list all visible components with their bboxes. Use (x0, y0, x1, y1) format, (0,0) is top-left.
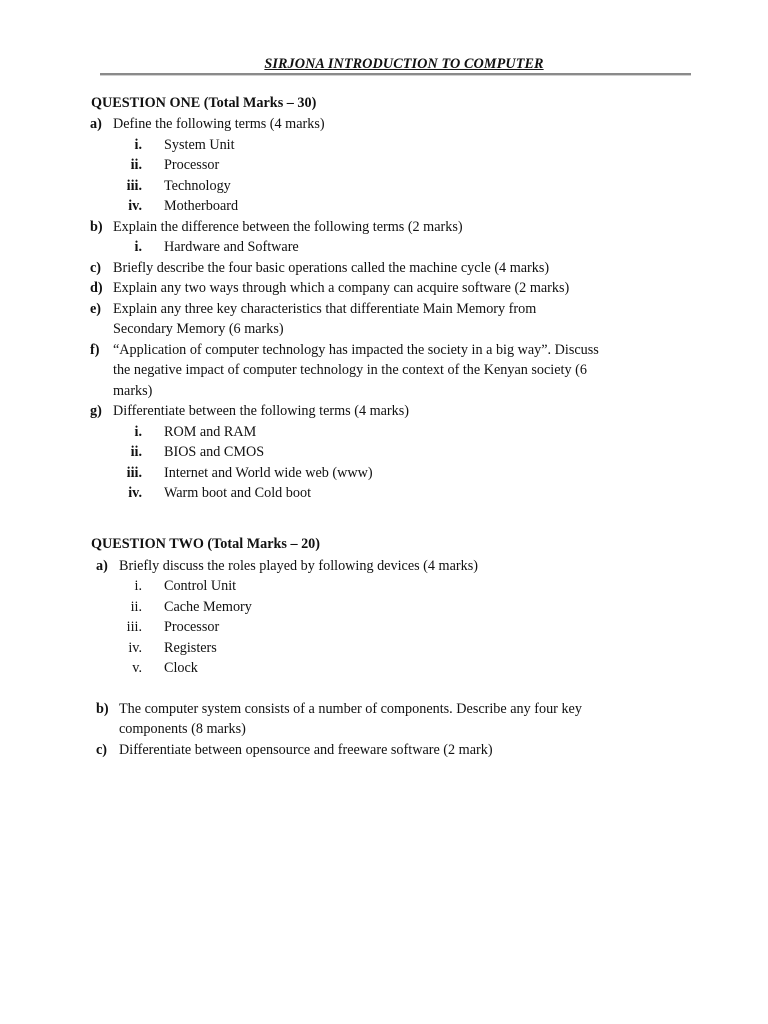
item-letter: c) (96, 741, 108, 758)
sub-number: v. (132, 660, 142, 676)
sub-number: ii. (130, 444, 142, 460)
sub-text: Processor (164, 157, 220, 173)
item-letter: b) (96, 700, 109, 717)
sub-number: i. (134, 423, 142, 440)
sub-number: i. (134, 136, 142, 153)
item-text: Differentiate between the following terms (4 marks) (113, 403, 409, 419)
sub-number: iii. (126, 177, 142, 194)
item-text: Explain any three key characteristics that differentiate Main Memory from (113, 300, 537, 317)
item-text-continued: marks) (113, 382, 153, 399)
item-text: Explain the difference between the following terms (2 marks) (113, 218, 463, 235)
sub-text: Cache Memory (164, 598, 252, 615)
item-text-continued: the negative impact of computer technology in the context of the Kenyan society (6 (113, 362, 587, 378)
item-letter: d) (90, 280, 103, 296)
item-text: Define the following terms (4 marks) (113, 116, 325, 132)
sub-number: iv. (128, 485, 142, 501)
sub-text: Motherboard (164, 198, 239, 214)
item-text-continued: Secondary Memory (6 marks) (113, 321, 284, 337)
item-text-continued: components (8 marks) (119, 721, 246, 737)
sub-number: ii. (130, 598, 142, 615)
item-text: Explain any two ways through which a company can acquire software (2 marks) (113, 280, 570, 296)
sub-text: Control Unit (164, 578, 237, 594)
sub-text: Internet and World wide web (www) (164, 464, 373, 481)
sub-text: Clock (164, 660, 198, 676)
sub-text: Registers (164, 639, 217, 656)
question-two-heading: QUESTION TWO (Total Marks – 20) (91, 536, 321, 552)
item-letter: a) (96, 557, 108, 574)
item-letter: c) (90, 259, 102, 276)
sub-number: iv. (128, 639, 142, 656)
item-text: “Application of computer technology has impacted the society in a big way”. Discuss (113, 341, 599, 358)
document-title: SIRJONA INTRODUCTION TO COMPUTER (264, 56, 544, 72)
sub-number: i. (134, 578, 142, 594)
item-letter: b) (90, 218, 103, 235)
sub-number: iv. (128, 198, 142, 214)
sub-text: Hardware and Software (164, 239, 299, 255)
sub-text: Technology (164, 177, 231, 194)
item-text: Briefly describe the four basic operations called the machine cycle (4 marks) (113, 259, 550, 276)
sub-text: BIOS and CMOS (164, 444, 265, 460)
sub-text: Processor (164, 619, 220, 635)
sub-number: ii. (130, 157, 142, 173)
sub-text: ROM and RAM (164, 423, 257, 440)
item-letter: a) (90, 116, 102, 132)
question-one-heading: QUESTION ONE (Total Marks – 30) (91, 95, 317, 111)
sub-number: iii. (126, 619, 142, 635)
item-text: Briefly discuss the roles played by following devices (4 marks) (119, 557, 478, 574)
item-letter: e) (90, 300, 102, 317)
item-text: Differentiate between opensource and freeware software (2 mark) (119, 741, 493, 758)
item-text: The computer system consists of a number of components. Describe any four key (119, 700, 582, 717)
item-letter: g) (90, 403, 102, 419)
sub-text: System Unit (164, 136, 235, 153)
sub-number: i. (134, 239, 142, 255)
item-letter: f) (90, 341, 100, 358)
sub-number: iii. (126, 464, 142, 481)
header-divider (100, 73, 691, 76)
sub-text: Warm boot and Cold boot (164, 485, 312, 501)
